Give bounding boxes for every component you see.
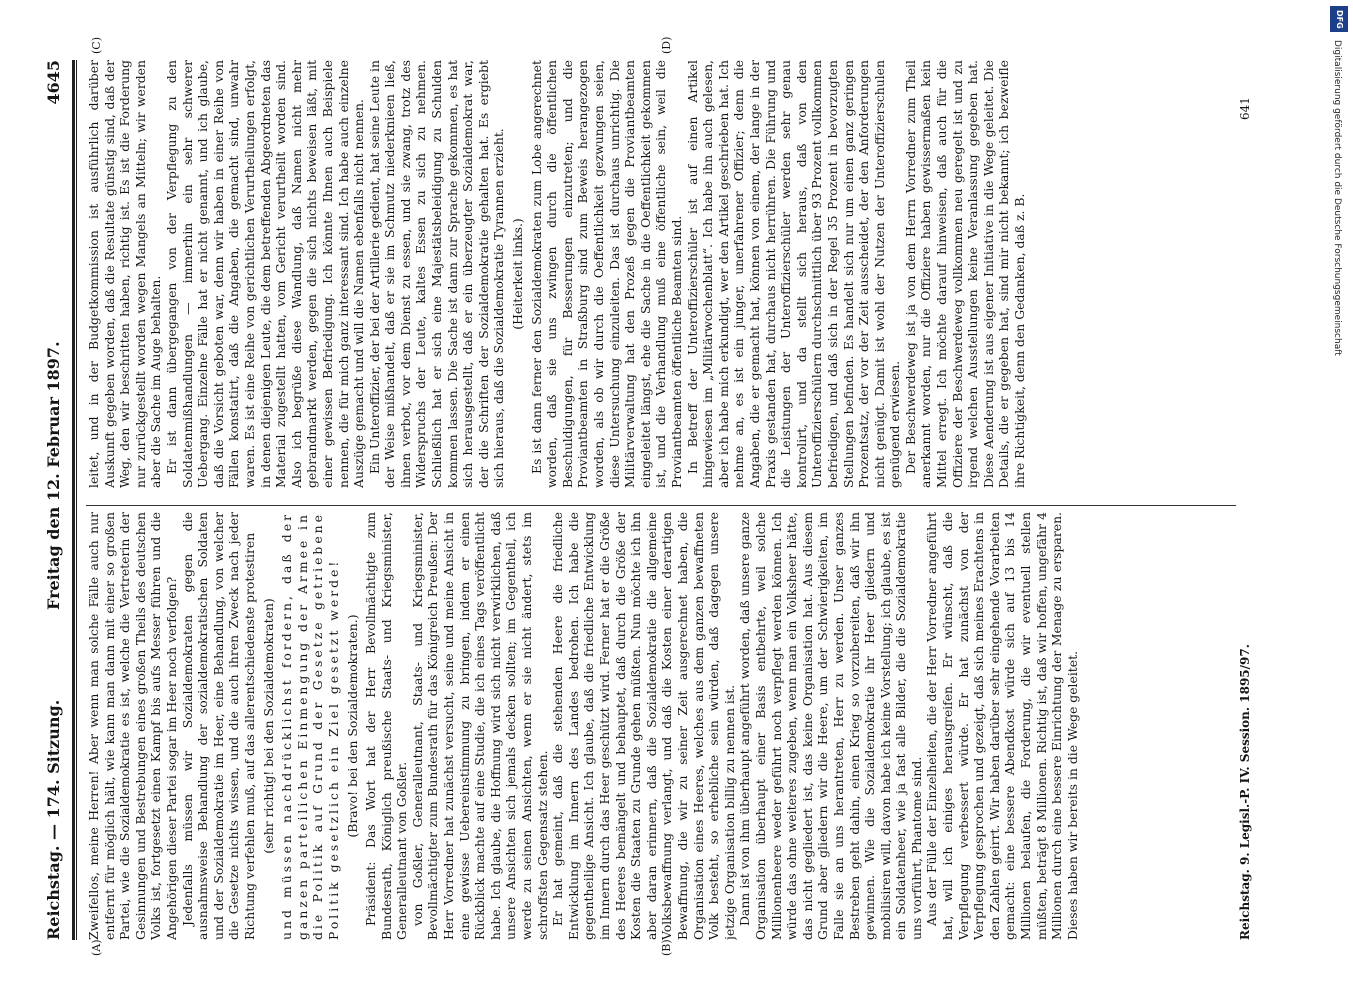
page-footer: Reichstag. 9. Legisl.-P. IV. Session. 1895/97. <box>1238 644 1252 940</box>
header-left: Reichstag. — 174. Sitzung. <box>44 699 63 940</box>
page-number: 4645 <box>44 60 63 105</box>
header-rule-thin <box>76 60 77 940</box>
dfg-logo-icon: DFG <box>1330 6 1348 32</box>
attribution-text: Digitalisierung gefördert durch die Deutsche Forschungsgemeinschaft <box>1332 40 1342 356</box>
margin-marker-d: (D) <box>660 36 673 54</box>
paragraph: (Heiterkeit links.) <box>510 218 526 330</box>
footer-sheet-number: 641 <box>1238 97 1252 120</box>
margin-marker-b: (B) <box>660 939 673 956</box>
paragraph: Er ist dann übergegangen von der Verpflegung zu den Soldatenmißhandlungen — immerhin ein sehr schwerer Uebergang. Einzelne Fälle hat er nicht genannt, und ich glaube, daß die Vorsicht geboten war, denn wir haben in einer Reihe von Fällen konstatirt, daß die Angaben, die gemacht sind, unwahr waren. Es ist eine Reihe von gerichtlichen Verurtheilungen erfolgt, in denen diejenigen Leute, die dem betreffenden Abgeordneten das Material zugestellt hatten, vom Gericht verurtheilt worden sind. Also ich begrüße diese Wandlung, daß Namen nicht mehr gebrandmarkt werden, gegen die sich nichts beweisen läßt, mit einer gewissen Befriedigung. Ich könnte Ihnen auch Beispiele nennen, die für mich ganz interessant sind. Ich habe auch einzelne Auszüge gemacht und will die Namen ebenfalls nicht nennen. <box>163 60 367 488</box>
right-column <box>86 60 1246 488</box>
paragraph: (Bravo! bei den Sozialdemokraten.) <box>344 614 360 838</box>
paragraph: In Betreff der Unteroffizierschüler ist auf einen Artikel hingewiesen im „Militärwochenblatt“. Ich habe ihn auch gelesen, aber ich habe mich erkundigt, wer den Artikel geschrieben hat. Ich nehme an, es ist ein junger, unerfahrener Offizier; denn die Angaben, die er gemacht hat, können von einem, der lange in der Praxis gestanden hat, durchaus nicht herrühren. Die Führung und die Leistungen der Unteroffizierschüler werden sehr genau kontrolirt, und da stellt sich heraus, daß von den Unteroffizierschülern durchschnittlich über 93 Prozent vollkommen befriedigen, und daß sich in der Regel 35 Prozent in bevorzugten Stellungen befinden. Es handelt sich nur um einen ganz geringen Prozentsatz, der vor der Zeit ausscheidet, der den Anforderungen nicht genügt. Damit ist wohl der Nutzen der Unteroffizierschulen genügend erwiesen. <box>684 60 903 488</box>
paragraph: Dann ist von ihm überhaupt angeführt worden, daß unsere ganze Organisation überhaupt einer Basis entbehrte, weil solche Millionenheere weder geführt noch verpflegt werden können. Ich würde das ohne weiteres zugeben, wenn man ein Volksheer hätte, das nicht gegliedert ist, das keine Organisation hat. Aus diesem Grund aber gliedern wir die Heere, um der Schwierigkeiten, im Falle sie an uns herantreten, Herr zu werden. Unser ganzes Bestreben geht dahin, einen Krieg so vorzubereiten, daß wir ihn gewinnen. Wie die Sozialdemokratie ihr Heer gliedern und mobilisiren will, davon habe ich keine Vorstellung; ich glaube, es ist ein Soldatenheer, wie ja fast alle Bilder, die die Sozialdemokratie uns vorführt, Phantome sind. <box>737 512 924 940</box>
paragraph: (sehr richtig! bei den Sozialdemokraten) <box>260 598 276 854</box>
left-column <box>86 512 1246 940</box>
header-rule <box>72 60 75 940</box>
paragraph: leitet, und in der Budgetkommission ist ausführlich darüber Auskunft gegeben worden, daß die Resultate günstig sind, daß der Weg, den wir beschritten haben, richtig ist. Es ist die Forderung nur zurückgestellt worden wegen Mangels an Mitteln; wir werden aber die Sache im Auge behalten. <box>86 60 164 488</box>
attribution-strip <box>1326 0 1353 1000</box>
paragraph: Es ist dann ferner den Sozialdemokraten zum Lobe angerechnet worden, daß sie uns zwingen durch die öffentlichen Beschuldigungen, für Besserungen einzutreten; und die Proviantbeamten in Straßburg sind zum Beweis herangezogen worden, als ob wir durch die Oeffentlichkeit gezwungen seien, diese Untersuchung einzuleiten. Das ist durchaus unrichtig. Die Militärverwaltung hat den Prozeß gegen die Proviantbeamten eingeleitet längst, ehe die Sache in die Oeffentlichkeit gekommen ist, und die Verhandlung muß eine öffentliche sein, weil die Proviantbeamten öffentliche Beamten sind. <box>528 60 684 488</box>
paragraph: Der Beschwerdeweg ist ja von dem Herrn Vorredner zum Theil anerkannt worden, nur die Offiziere haben gewissermaßen kein Mittel erregt. Ich möchte darauf hinweisen, daß auch für die Offiziere der Beschwerdeweg vollkommen neu geregelt ist und zu irgend welchen Ausstellungen keine Veranlassung gegeben hat. Diese Aenderung ist aus eigener Initiative in die Wege geleitet. Die Details, die er gegeben hat, sind mir nicht bekannt; ich bezweifle ihre Richtigkeit, denn den Gedanken, daß z. B. <box>902 60 1028 488</box>
header-date: Freitag den 12. Februar 1897. <box>44 341 63 610</box>
page-header <box>40 60 70 940</box>
paragraph: Er hat gemeint, daß die stehenden Heere die friedliche Entwicklung im Innern des Landes bedrohen. Ich habe die gegentheilige Ansicht. Ich glaube, daß die friedliche Entwicklung im Innern durch das Heer geschützt wird. Ferner hat er die Größe des Heeres bemängelt und behauptet, daß durch die Größe der Kosten die Staaten zu Grunde gehen müßten. Nun möchte ich ihn aber daran erinnern, daß die Sozialdemokratie die allgemeine Volksbewaffnung verlangt, und daß die Kosten einer derartigen Bewaffnung, die wir zu seiner Zeit ausgerechnet haben, die Organisation eines Heeres, welches aus dem ganzen bewaffneten Volk besteht, so erhebliche sein würden, daß dagegen unsere jetzige Organisation billig zu nennen ist. <box>550 512 737 940</box>
paragraph: Zweifellos, meine Herren! Aber wenn man solche Fälle auch nur entfernt für möglich hält, wie kann man dann mit einer so großen Partei, wie die Sozialdemokratie es ist, welche die Vertreterin der Gesinnungen und Bestrebungen eines großen Theils des deutschen Volks ist, fortgesetzt einen Kampf bis aufs Messer führen und die Angehörigen dieser Partei sogar im Heer noch verfolgen? <box>86 512 179 940</box>
paragraph: Jedenfalls müssen wir Sozialdemokraten gegen die ausnahmsweise Behandlung der sozialdemokratischen Soldaten und der Sozialdemokratie im Heer, eine Behandlung, von welcher die Gesetze nichts wissen, und die auch ihren Zweck nach jeder Richtung verfehlen muß, auf das allerentschiedenste protestiren <box>179 512 257 940</box>
paragraph: und müssen nachdrücklichst fordern, daß der ganzen parteilichen Einmengung der Armee in die Politik auf Grund der Gesetze getriebene Politik gesetzlich ein Ziel gesetzt werde! <box>279 512 341 940</box>
paragraph: Ein Unteroffizier, der bei der Artillerie gedient, hat seine Leute in der Weise mißhandelt, daß er sie im Schmutz niederknieen ließ, ihnen verbot, vor dem Dienst zu essen, und sie zwang, trotz des Widerspruchs der Leute, kaltes Essen zu sich zu nehmen. Schließlich hat er sich eine Majestätsbeleidigung zu Schulden kommen lassen. Die Sache ist dann zur Sprache gekommen, es hat sich herausgestellt, daß er ein überzeugter Sozialdemokrat war, der die Schriften der Sozialdemokratie gehalten hat. Es ergiebt sich hieraus, daß die Sozialdemokratie Tyrannen erzieht. <box>366 60 507 488</box>
paragraph: Präsident: Das Wort hat der Herr Bevollmächtigte zum Bundesrath, Königlich preußische Staats- und Kriegsminister, Generalleutnant von Goßler. <box>363 512 410 940</box>
margin-marker-a: (A) <box>90 939 103 956</box>
paragraph: Aus der Fülle der Einzelheiten, die der Herr Vorredner angeführt hat, will ich einiges herausgreifen. Er wünscht, daß die Verpflegung verbessert würde. Er hat zunächst von der Verpflegung gesprochen und gezeigt, daß sich meines Erachtens in den Zahlen geirrt. Wir haben darüber sehr eingehende Vorarbeiten gemacht: eine bessere Abendkost würde sich auf 13 bis 14 Millionen belaufen, die Forderung, die wir eventuell stellen müßten, beträgt 8 Millionen. Richtig ist, daß wir hoffen, ungefähr 4 Millionen durch eine bessere Einrichtung der Menage zu ersparen. Dieses haben wir bereits in die Wege geleitet. <box>924 512 1080 940</box>
column-divider <box>86 505 1236 506</box>
paragraph: von Goßler, Generalleutnant, Staats- und Kriegsminister, Bevollmächtigter zum Bundesrath für das Königreich Preußen: Der Herr Vorredner hat zunächst versucht, seine und meine Ansicht in eine gewisse Uebereinstimmung zu bringen, indem er einen Rückblick machte auf eine Studie, die ich eines Tags veröffentlicht habe. Ich glaube, die Hoffnung wird sich nicht verwirklichen, daß unsere Ansichten sich jemals decken sollten; im Gegentheil, ich werde zu seinen Ansichten, wenn er sie nicht ändert, stets im schroffsten Gegensatz stehen. <box>409 512 550 940</box>
margin-marker-c: (C) <box>90 37 103 54</box>
